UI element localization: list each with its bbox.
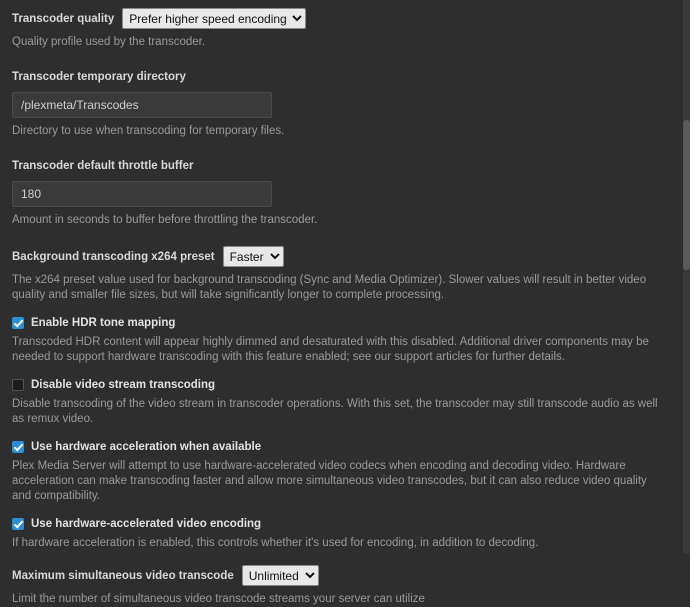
max-simultaneous-transcode-select[interactable]: [242, 565, 319, 586]
transcoder-temp-directory-label: Transcoder temporary directory: [12, 70, 186, 83]
hdr-tone-mapping-checkbox[interactable]: [12, 317, 24, 329]
setting-throttle-buffer: [12, 157, 678, 228]
x264-preset-help: The x264 preset value used for background transcoding (Sync and Media Optimizer). Slower values will result in better video quality and smaller file sizes, but will take significantly longer to complete processing.: [12, 274, 647, 301]
setting-transcoder-quality: [12, 8, 678, 50]
transcoder-quality-select[interactable]: [122, 8, 306, 29]
setting-disable-video-stream-transcoding: [12, 379, 678, 427]
max-simultaneous-transcode-help: Limit the number of simultaneous video transcode streams your server can utilize: [12, 593, 425, 605]
disable-video-stream-transcoding-checkbox[interactable]: [12, 379, 24, 391]
use-hardware-acceleration-label: Use hardware acceleration when available: [31, 441, 262, 453]
setting-transcoder-temp-directory: [12, 68, 678, 139]
throttle-buffer-input[interactable]: [12, 181, 272, 207]
use-hw-video-encoding-checkbox-row[interactable]: [12, 518, 678, 530]
setting-x264-preset: [12, 246, 678, 303]
hdr-tone-mapping-help: Transcoded HDR content will appear highly dimmed and desaturated with this disabled. Additional driver components may be needed to support hardware transcoding with this feature enabled; see our support articles for further details.: [12, 336, 649, 363]
scrollbar-track[interactable]: [683, 0, 690, 553]
scrollbar-thumb[interactable]: [683, 120, 690, 270]
throttle-buffer-help: Amount in seconds to buffer before throttling the transcoder.: [12, 214, 318, 226]
setting-max-simultaneous-transcode: [12, 565, 678, 607]
max-simultaneous-transcode-row: [12, 565, 678, 586]
transcoder-quality-help: Quality profile used by the transcoder.: [12, 36, 206, 48]
hdr-tone-mapping-checkbox-row[interactable]: [12, 317, 678, 329]
use-hw-video-encoding-checkbox[interactable]: [12, 518, 24, 530]
setting-hdr-tone-mapping: [12, 317, 678, 365]
x264-preset-label: Background transcoding x264 preset: [12, 250, 215, 263]
transcoder-quality-label: Transcoder quality: [12, 12, 115, 25]
transcoder-quality-row: [12, 8, 678, 29]
use-hardware-acceleration-help: Plex Media Server will attempt to use hardware-accelerated video codecs when encoding and decoding video. Hardware acceleration can make transcoding faster and allow more simultaneous video transcodes, but it can also reduce video quality and compatibility.: [12, 460, 647, 502]
transcoder-temp-directory-help: Directory to use when transcoding for temporary files.: [12, 125, 285, 137]
x264-preset-select[interactable]: [223, 246, 284, 267]
x264-preset-row: [12, 246, 678, 267]
disable-video-stream-transcoding-label: Disable video stream transcoding: [31, 379, 216, 391]
use-hw-video-encoding-label: Use hardware-accelerated video encoding: [31, 518, 262, 530]
use-hardware-acceleration-checkbox[interactable]: [12, 441, 24, 453]
setting-use-hardware-acceleration: [12, 441, 678, 504]
disable-video-stream-transcoding-checkbox-row[interactable]: [12, 379, 678, 391]
use-hardware-acceleration-checkbox-row[interactable]: [12, 441, 678, 453]
transcoder-temp-directory-input[interactable]: [12, 92, 272, 118]
max-simultaneous-transcode-label: Maximum simultaneous video transcode: [12, 569, 234, 582]
hdr-tone-mapping-label: Enable HDR tone mapping: [31, 317, 176, 329]
disable-video-stream-transcoding-help: Disable transcoding of the video stream in transcoder operations. With this set, the transcoder may still transcode audio as well as remux video.: [12, 398, 658, 425]
use-hw-video-encoding-help: If hardware acceleration is enabled, this controls whether it's used for encoding, in addition to decoding.: [12, 537, 539, 549]
setting-use-hw-video-encoding: [12, 518, 678, 551]
throttle-buffer-label: Transcoder default throttle buffer: [12, 159, 194, 172]
